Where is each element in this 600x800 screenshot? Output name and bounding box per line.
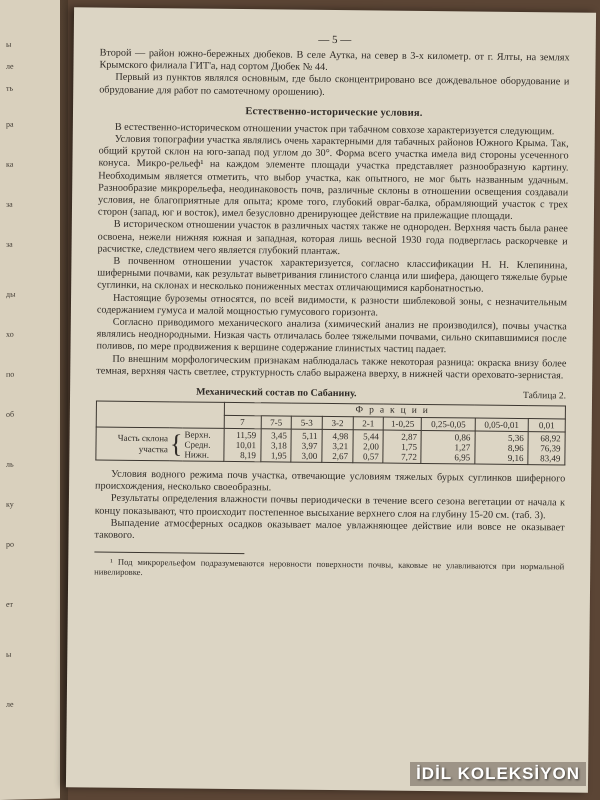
level-label: Средн. — [184, 439, 211, 450]
slope-levels — [182, 428, 224, 461]
book-page — [66, 7, 596, 792]
underpage-fragment: ро — [6, 539, 14, 549]
underlying-page-edge — [0, 0, 60, 800]
underpage-fragment: ле — [6, 61, 14, 71]
table-cell: 5,11 3,97 3,00 — [291, 429, 322, 462]
column-header: 2-1 — [353, 417, 384, 430]
table-cell: 68,92 76,39 83,49 — [528, 432, 565, 465]
underpage-fragment: об — [6, 409, 15, 419]
watermark-logo: İDİL KOLEKSİYON — [410, 762, 586, 786]
level-label: Нижн. — [184, 449, 210, 460]
row-label — [96, 427, 170, 461]
underpage-fragment: ль — [6, 459, 14, 469]
section-title: Естественно-исторические условия. — [245, 105, 423, 119]
level-label: Верхн. — [184, 429, 211, 440]
column-header: 7 — [224, 415, 261, 428]
underpage-fragment: ды — [6, 289, 16, 299]
brace-glyph: { — [170, 428, 183, 461]
intro-paragraph: Второй — район южно-бережных дюбеков. В селе Аутка, на север в 3-х километр. от г. Ялты, на землях Крымского филиала ГИТ'а, над сортом Дюбек № 44. — [99, 47, 570, 74]
table-cell: 5,36 8,96 9,16 — [475, 431, 529, 465]
body-paragraph: В почвенном отношении участок характеризуется, согласно классификации Н. Н. Клепинина, шиферными почвами, как результат выветривания глинистого сланца или шифера, дающего тяжелые бурые суглинки, на склонах и несколько пониженных местах отличающимися карбонатностью. — [97, 255, 568, 296]
table-cell: 11,59 10,01 8,19 — [224, 428, 261, 461]
column-header: 3-2 — [322, 416, 353, 429]
column-header: 5-3 — [291, 416, 322, 429]
underpage-fragment: ы — [6, 39, 12, 49]
footnote: ¹ Под микрорельефом подразумеваются неровности поверхности почвы, каковые не улавливаются при нормальной нивелировке. — [94, 556, 565, 578]
table-cell: 4,98 3,21 2,67 — [322, 429, 353, 462]
underpage-fragment: за — [6, 239, 13, 249]
row-label-line: участка — [138, 444, 168, 455]
underpage-fragment: ра — [6, 119, 14, 129]
underpage-fragment: хо — [6, 329, 14, 339]
table-cell: 2,87 1,75 7,72 — [383, 430, 421, 463]
row-label-line: Часть склона — [117, 432, 169, 444]
table-cell: 3,45 3,18 1,95 — [260, 429, 291, 462]
underpage-fragment: ть — [6, 83, 14, 93]
column-header: 0,01 — [528, 419, 565, 432]
body-paragraph: В естественно-историческом отношении участок при табачном совхозе характеризуется следующим. — [114, 121, 555, 138]
underpage-fragment: по — [6, 369, 15, 379]
column-header: 0,05-0,01 — [475, 418, 528, 432]
column-header: 1-0,25 — [384, 417, 422, 430]
underpage-fragment: ет — [6, 599, 14, 609]
fractions-header: Фракции — [224, 402, 565, 419]
table-corner-cell — [96, 401, 224, 428]
body-paragraph: В историческом отношении участок в различных частях также не однороден. Верхняя часть была ранее освоена, нежели нижняя южная и западная, которая лишь весной 1930 года подверглась раскорчевке и расчистке, следствием чего является глубокий плантаж. — [97, 219, 568, 257]
table-row — [96, 427, 565, 465]
column-header: 0,25-0,05 — [422, 418, 475, 432]
mechanical-composition-table — [95, 401, 566, 466]
table-title: Механический состав по Сабанину. — [196, 386, 357, 400]
column-header: 7-5 — [261, 416, 292, 429]
underpage-fragment: ы — [6, 649, 12, 659]
underpage-fragment: ку — [6, 499, 14, 509]
body-paragraph: Настоящие буроземы относятся, по всей видимости, к разности шиблековой зоны, с незначительным содержанием гумуса и малой мощностью гумусового горизонта. — [96, 292, 568, 319]
table-cell: 5,44 2,00 0,57 — [352, 430, 383, 463]
underpage-fragment: за — [6, 199, 13, 209]
body-paragraph: Согласно приводимого механического анализа (химический анализ не производился), почвы участка являлись неоднородными. Низкая часть отличалась более тяжелыми почвами, сильно скипавшимися после поливов, по мере продвижения к вершине содержание глинистых частиц падает. — [96, 316, 567, 356]
body-paragraph: Условия водного режима почв участка, отвечающие условиям тяжелых бурых суглинков шиферного происхождения, несколько своеобразны. — [95, 468, 566, 494]
body-paragraph: Условия топографии участка являлись очень характерными для табачных районов Южного Крыма. Так, общий крутой склон на юго-запад под углом до 30°. Форма всего участка имела вид стороны усеченного конуса. Микро-рельеф¹ на каждом элементе площади участка представляет разнообразную картину. Необходимым является отметить, что выбор участка, как опытного, не мог быть названным удачным. Разнообразие микрорельефа, неодинаковость почв, различные склоны в отношении освещения создавали условия, не благоприятные для опыта; кроме того, глубокий овраг-балка, обрамляющий участок с трех сторон (запад, юг и восток), имел безусловно дренирующее действие на прилежащие площади. — [97, 133, 569, 223]
page-number: — 5 — — [318, 33, 352, 47]
table-number: Таблица 2. — [522, 391, 567, 402]
table-caption — [96, 386, 566, 402]
intro-paragraph: Первый из пунктов являлся основным, где было сконцентрировано все дождевальное оборудование и обрудование для работ по самотечному орошению). — [99, 72, 570, 98]
underpage-fragment: ка — [6, 159, 14, 169]
page-content — [94, 32, 570, 582]
body-paragraph: Выпадение атмосферных осадков оказывает малое увлажняющее действие или вовсе не оказывает такового. — [94, 517, 565, 542]
underpage-fragment: ле — [6, 699, 14, 709]
body-paragraph: По внешним морфологическим признакам наблюдалась также некоторая разница: окраска внизу более темная, верхняя часть светлее, структурность слабо выражена вверху, в нижней части ореховато-зернистая. — [96, 353, 567, 382]
footnote-divider — [94, 552, 244, 555]
body-paragraph: Результаты определения влажности почвы периодически в течение всего сезона вегетации от начала к концу показывают, что происходит постепенное высыхание верхнего слоя на глубину 15-20 см. (таб. 3). — [94, 493, 565, 521]
table-cell: 0,86 1,27 6,95 — [421, 431, 475, 465]
